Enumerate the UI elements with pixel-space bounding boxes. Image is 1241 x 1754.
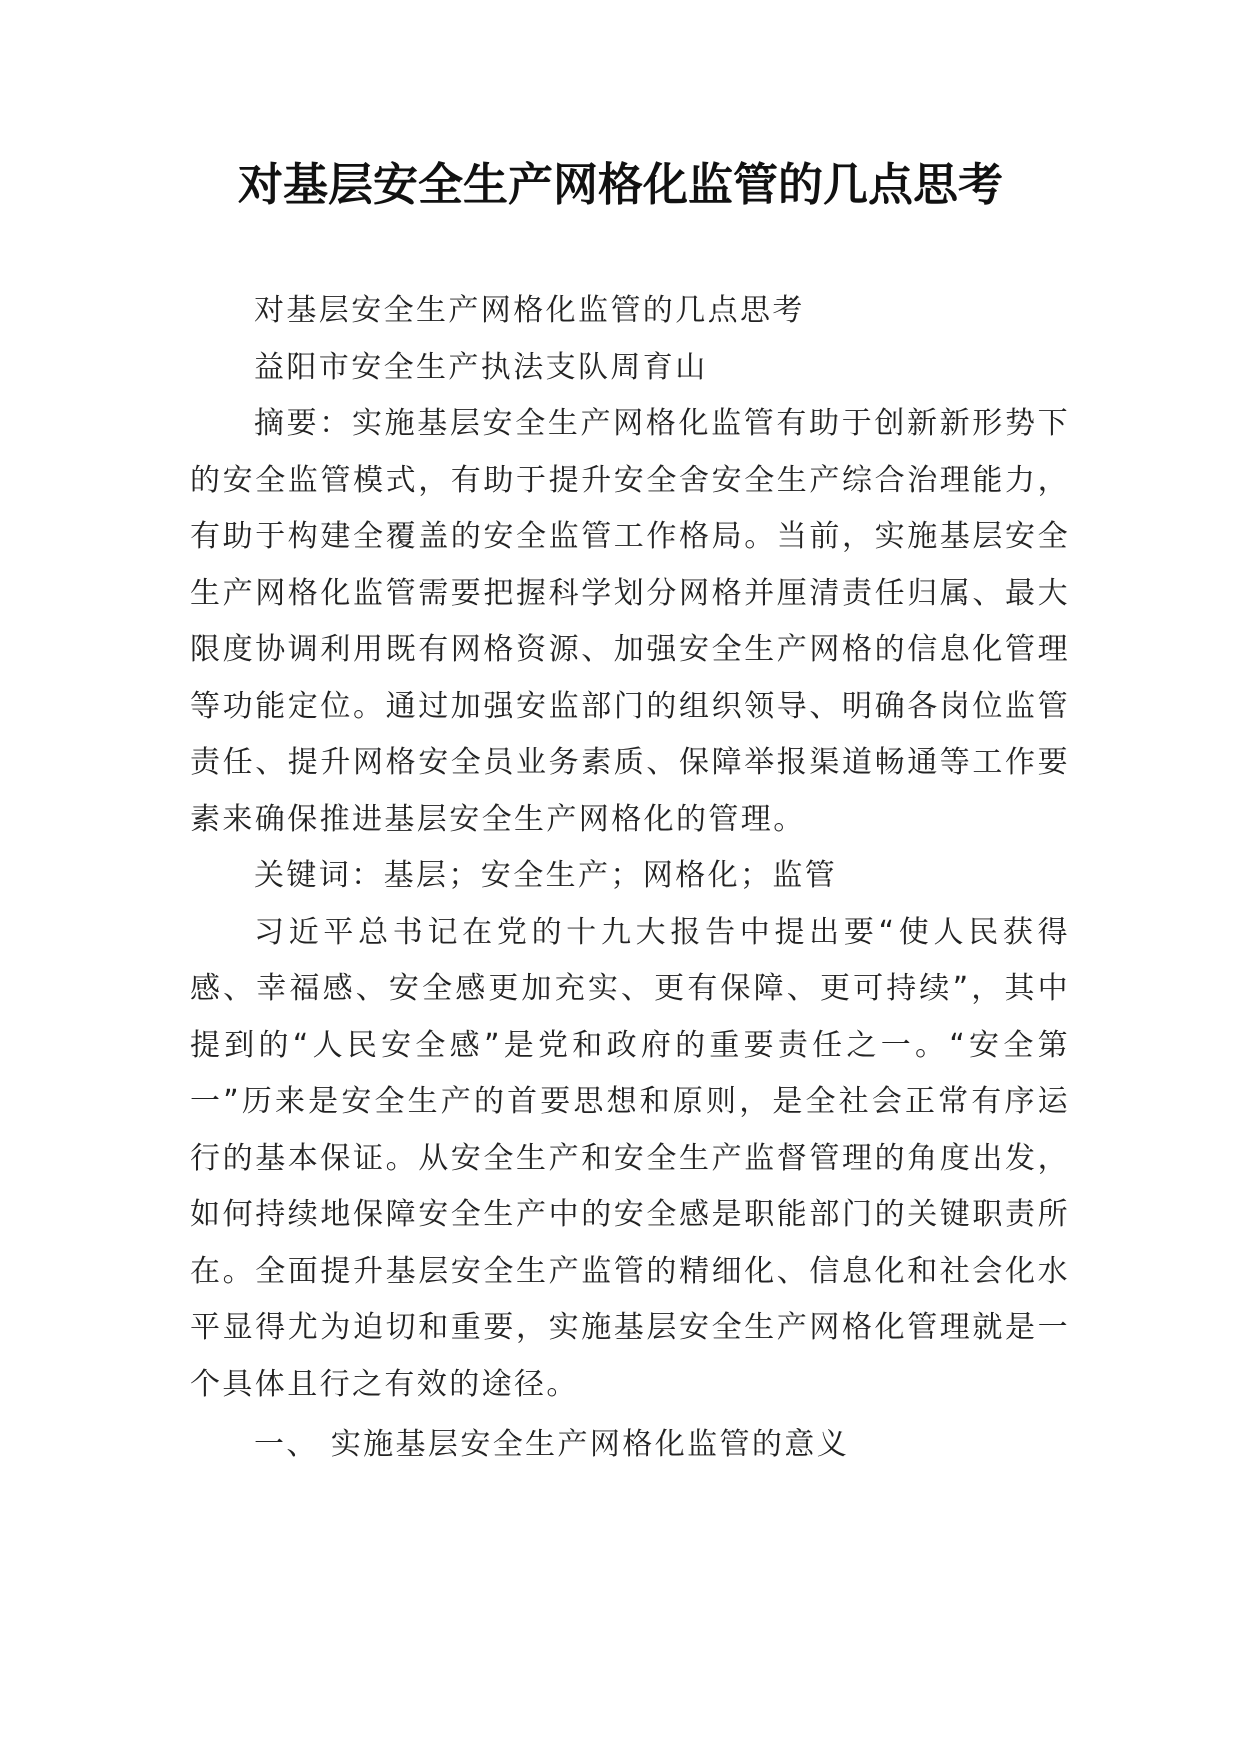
section-heading: 一、 实施基层安全生产网格化监管的意义 (254, 1427, 850, 1462)
document-body (190, 283, 1070, 1474)
author-line: 益阳市安全生产执法支队周育山 (254, 349, 708, 385)
keywords-line: 关键词：基层；安全生产；网格化；监管 (254, 858, 838, 893)
intro-paragraph: 习近平总书记在党的十九大报告中提出要“使人民获得感、幸福感、安全感更加充实、更有保障、更可持续”，其中提到的“人民安全感”是党和政府的重要责任之一。“安全第一”历来是安全生产的首要思想和原则，是全社会正常有序运行的基本保证。从安全生产和安全生产监督管理的角度出发，如何持续地保障安全生产中的安全感是职能部门的关键职责所在。全面提升基层安全生产监管的精细化、信息化和社会化水平显得尤为迫切和重要，实施基层安全生产网格化管理就是一个具体且行之有效的途径。 (190, 914, 1070, 1402)
subtitle-line: 对基层安全生产网格化监管的几点思考 (254, 293, 805, 328)
document-title: 对基层安全生产网格化监管的几点思考 (237, 158, 1003, 211)
abstract-paragraph: 摘要：实施基层安全生产网格化监管有助于创新新形势下的安全监管模式，有助于提升安全舍安全生产综合治理能力，有助于构建全覆盖的安全监管工作格局。当前，实施基层安全生产网格化监管需要把握科学划分网格并厘清责任归属、最大限度协调利用既有网格资源、加强安全生产网格的信息化管理等功能定位。通过加强安监部门的组织领导、明确各岗位监管责任、提升网格安全员业务素质、保障举报渠道畅通等工作要素来确保推进基层安全生产网格化的管理。 (190, 406, 1070, 837)
